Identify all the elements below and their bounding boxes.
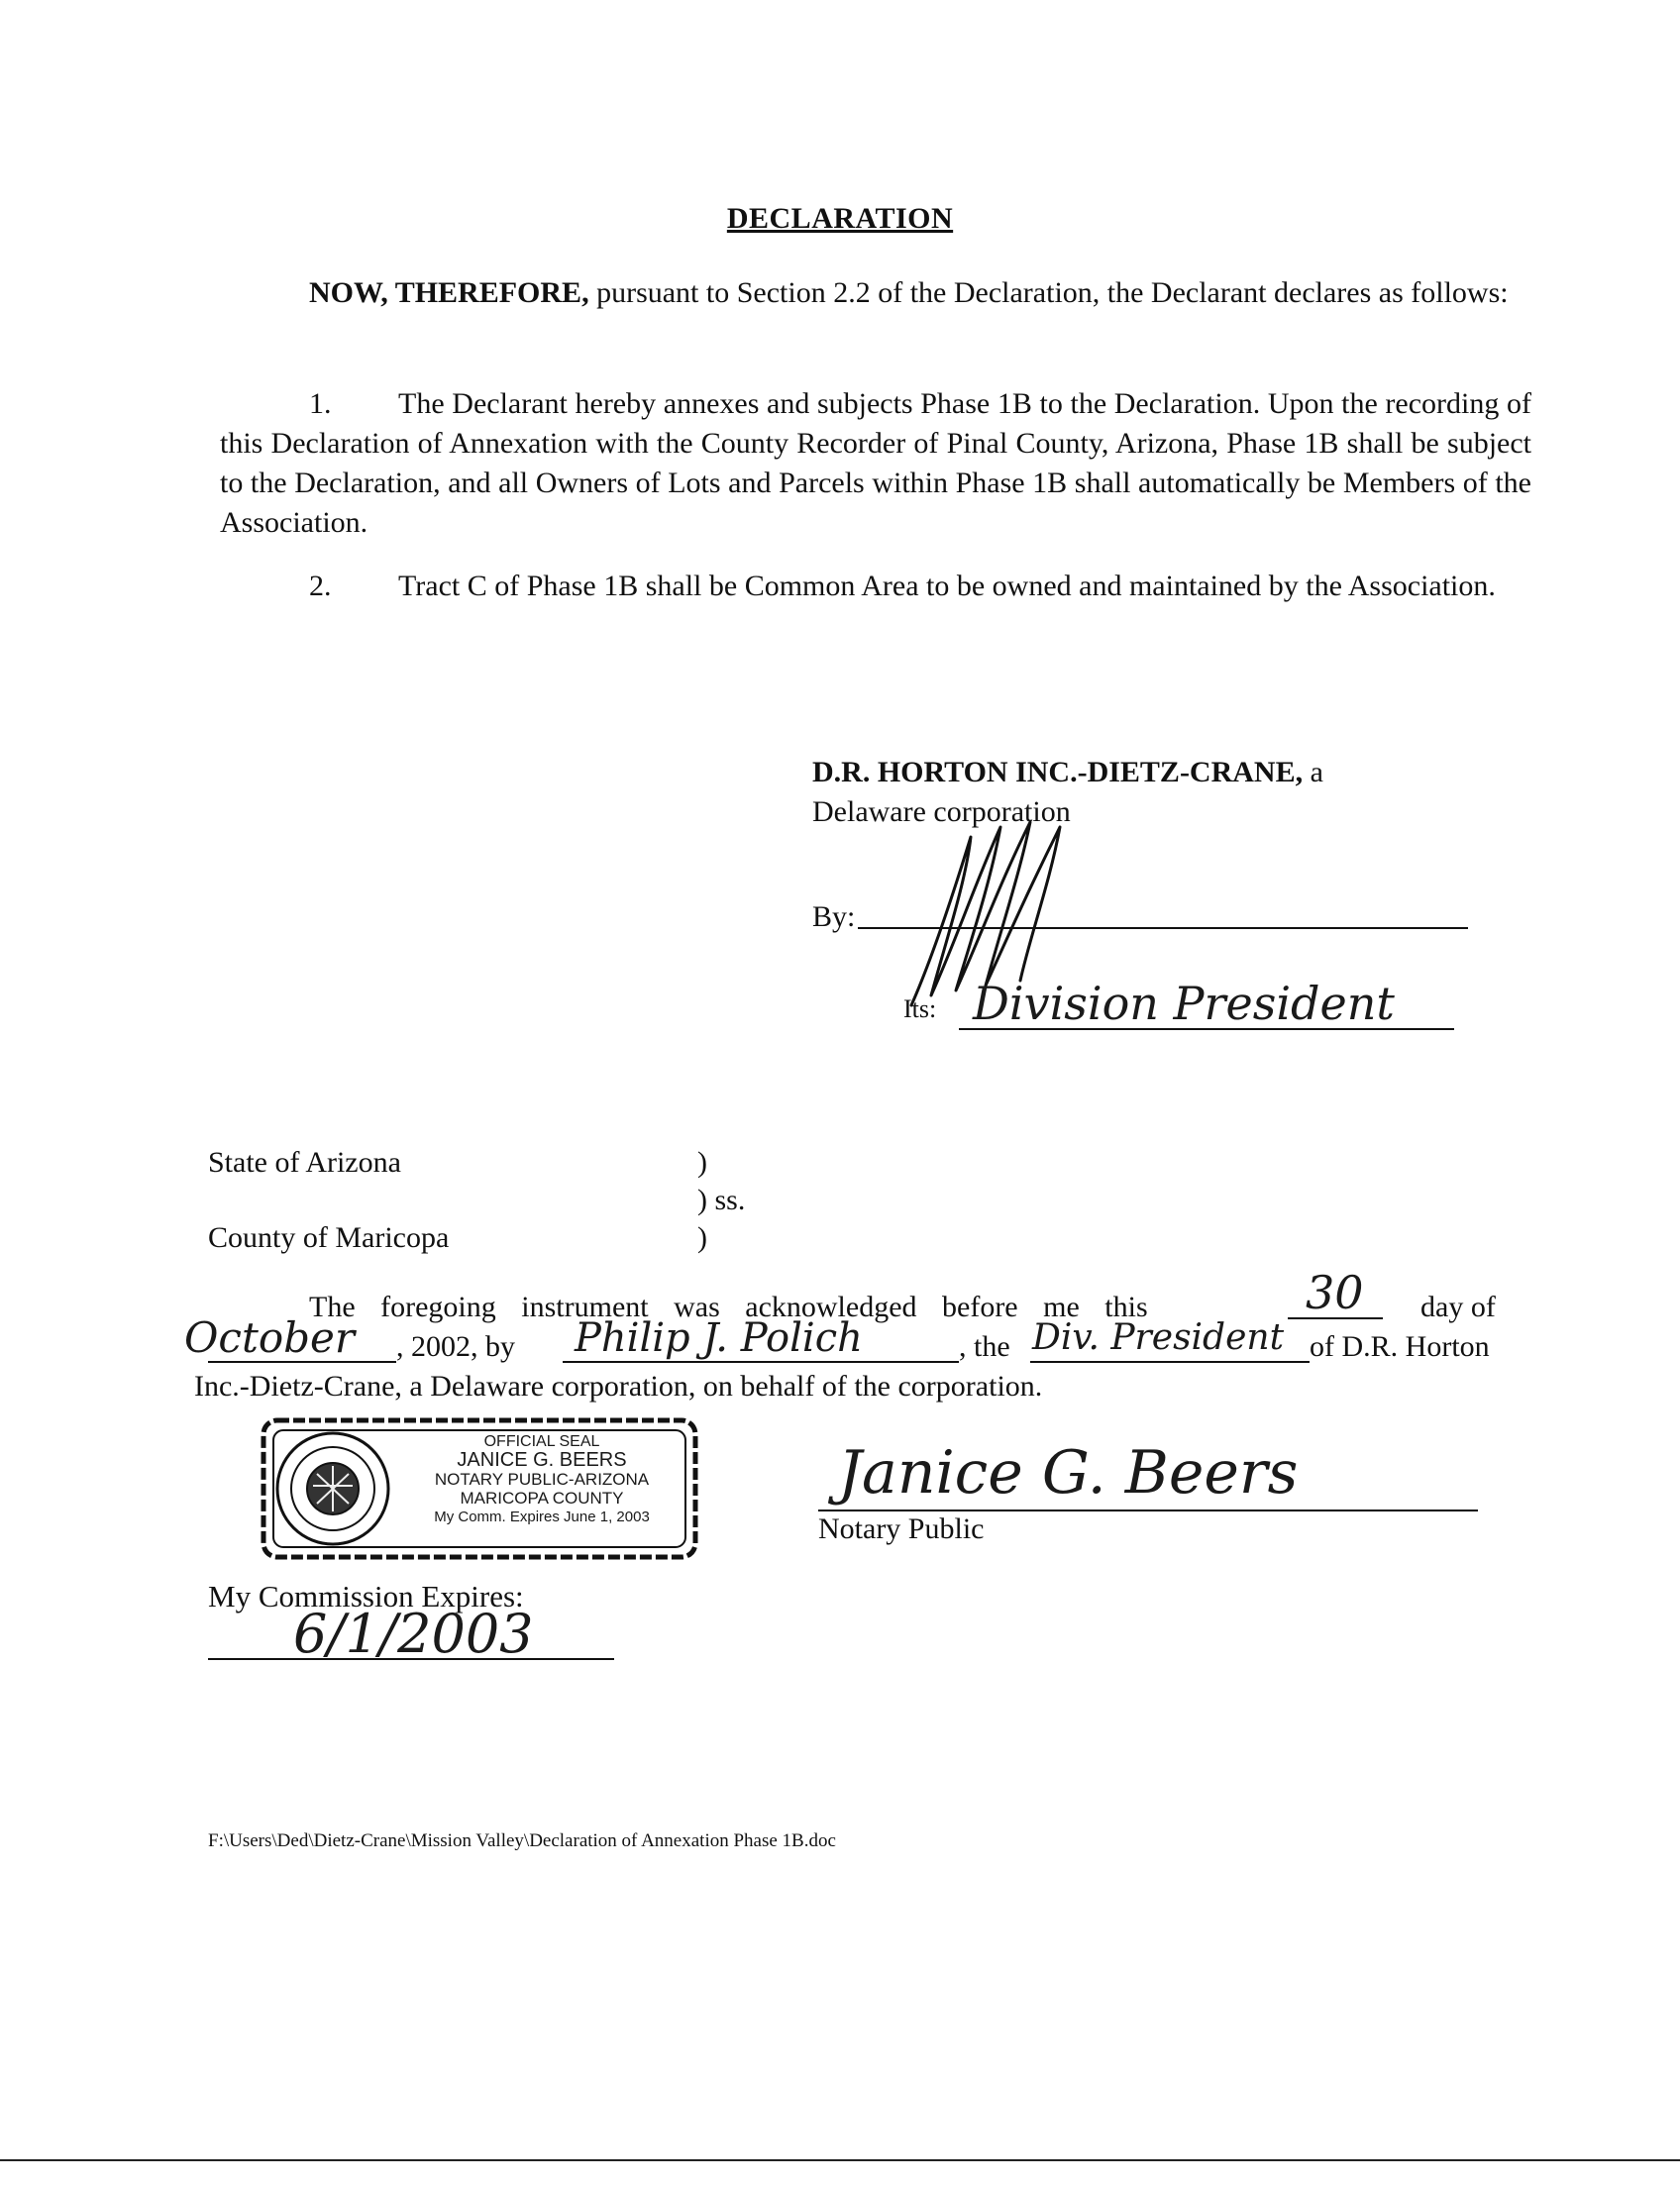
list-item-number: 1. [309, 387, 332, 420]
commission-label: My Commission Expires: [208, 1579, 524, 1614]
by-label: By: [812, 900, 856, 933]
ack-text-6: Inc.-Dietz-Crane, a Delaware corporation, on behalf of the corporation. [194, 1370, 1043, 1403]
ack-title: Div. President [1032, 1317, 1285, 1358]
ack-text-5: of D.R. Horton [1310, 1330, 1490, 1363]
ack-text-3: , 2002, by [396, 1330, 515, 1363]
stamp-line-title: NOTARY PUBLIC-ARIZONA [434, 1470, 650, 1489]
bottom-rule [0, 2159, 1680, 2161]
ack-text-4: , the [959, 1330, 1010, 1363]
file-path-footer: F:\Users\Ded\Dietz-Crane\Mission Valley\Declaration of Annexation Phase 1B.doc [208, 1830, 836, 1851]
venue-paren-1: ) [697, 1146, 707, 1179]
venue-paren-ss: ) ss. [697, 1184, 746, 1216]
venue-state: State of Arizona [208, 1146, 401, 1179]
intro-paragraph [220, 273, 1531, 313]
ack-title-line [1030, 1361, 1310, 1363]
ack-month: October [184, 1313, 355, 1362]
its-value: Division President [973, 977, 1395, 1030]
venue-county: County of Maricopa [208, 1221, 450, 1254]
list-item-2 [220, 567, 1531, 606]
company-name: D.R. HORTON INC.-DIETZ-CRANE, a [812, 756, 1323, 788]
stamp-text [398, 1432, 685, 1526]
commission-date: 6/1/2003 [293, 1603, 534, 1665]
stamp-line-county: MARICOPA COUNTY [460, 1489, 624, 1508]
venue-paren-3: ) [697, 1221, 707, 1254]
ack-signer: Philip J. Polich [575, 1315, 863, 1361]
list-item-text: Tract C of Phase 1B shall be Common Area to be owned and maintained by the Association. [398, 570, 1496, 602]
ack-signer-line [563, 1361, 959, 1363]
list-item-number: 2. [309, 570, 332, 602]
ack-text-1: The foregoing instrument was acknowledged before me this [309, 1291, 1148, 1323]
stamp-line-name: JANICE G. BEERS [457, 1449, 627, 1471]
intro-text: pursuant to Section 2.2 of the Declaration, the Declarant declares as follows: [588, 276, 1509, 309]
stamp-line-official: OFFICIAL SEAL [483, 1433, 600, 1450]
ack-day: 30 [1306, 1266, 1364, 1319]
list-item-text: The Declarant hereby annexes and subjects Phase 1B to the Declaration. Upon the recording of this Declaration of Annexation with the County Recorder of Pinal County, Arizona, Phase 1B shall be subject to the Declaration, and all Owners of Lots and Parcels within Phase 1B shall automatically be Members of the Association. [220, 387, 1531, 539]
list-item-1 [220, 384, 1531, 543]
notary-signature: Janice G. Beers [838, 1438, 1299, 1508]
stamp-line-expires: My Comm. Expires June 1, 2003 [434, 1509, 650, 1525]
document-title: DECLARATION [726, 202, 954, 235]
notary-seal-stamp [260, 1414, 699, 1563]
intro-lead: NOW, THEREFORE, [309, 276, 589, 309]
company-type: Delaware corporation [812, 795, 1071, 828]
notary-label: Notary Public [818, 1512, 985, 1545]
ack-text-2: day of [1420, 1291, 1496, 1323]
its-label: Its: [903, 994, 937, 1023]
